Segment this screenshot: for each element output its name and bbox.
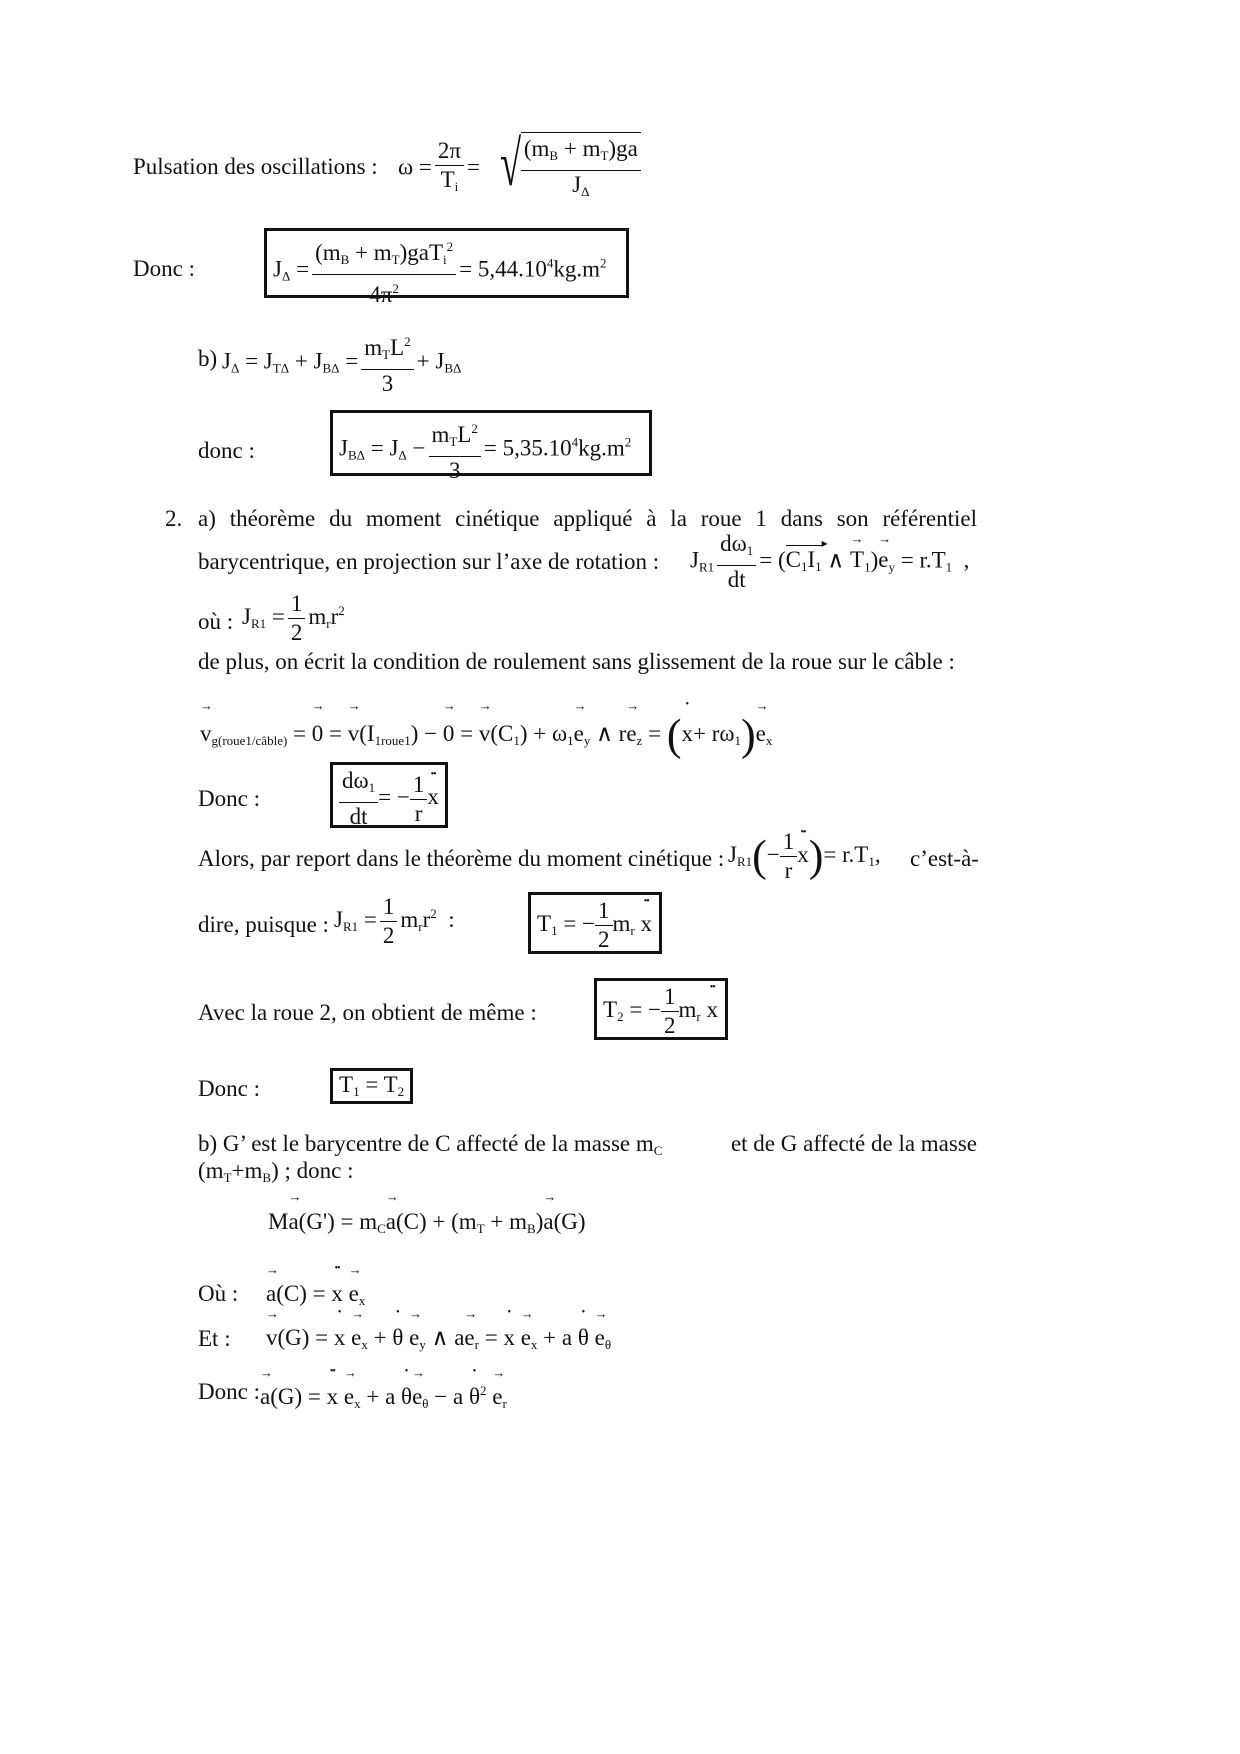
ou-label: où : [198,609,234,634]
t1-boxed-result: $T_1$ = − $\frac{1}{2}$ $m_r$ •• x [528,892,662,954]
alors-equation: $J_{R1}(-$ $\frac{1}{r}$ •• $x)= r.T_1$, [728,828,881,885]
acceleration-c-equation: → a(C) = •• $x \to e_x$ [266,1278,365,1317]
alors-text: Alors, par report dans le théorème du moment cinétique : [198,846,725,871]
donc-label-3: Donc : [198,1076,260,1101]
intro-line-2: barycentrique, en projection sur l’axe de rotation : [198,549,660,574]
moment-theorem-equation: $J_{R1}$ $\frac{d\omega_1}{dt}$ = ($C_1I_1$ ▸ ∧ → $T_1)\to e_y = r.T_1$ , [690,530,969,594]
j-bdelta-value: = 5,35.10 [483,435,572,461]
rolling-condition-equation: → $v_{g(roue1/câble)}$ = → 0 = → $v(I_{1roue1})$ − → 0 = → $v(C_1) + \omega_1\to e_y$ ∧ $r\to e_z$ = (• $x+ r\omega_1)\to e_x$ [200,714,772,761]
et-label: Et : [198,1326,231,1351]
ou2-label: Où : [198,1281,239,1306]
donc-label-1: Donc : [133,256,195,281]
pulsation-equation: ω = $\frac{2\pi}{T_i}$ = √ $\frac{(m_B + m_T)ga}{J_\Delta}$ [398,132,641,206]
roulement-text: de plus, on écrit la condition de roulement sans glissement de la roue sur le câble : [198,649,955,674]
donc-lower-label: donc : [198,438,255,463]
b-line-2: $(m_T+m_B)$ ; donc : [198,1158,354,1185]
intro-line-1: a) théorème du moment cinétique appliqué à la roue 1 dans son référentiel [198,506,977,531]
j-delta-value: = 5,44.10 [459,256,547,282]
roue2-text: Avec la roue 2, on obtient de même : [198,1000,537,1025]
t1-equals-t2-boxed: $T_1 = T_2$ [330,1068,413,1104]
donc-label-2: Donc : [198,786,260,811]
t2-boxed-result: $T_2$ = − $\frac{1}{2}$ $m_r$ •• x [594,978,728,1040]
velocity-g-equation: → v(G) = • $x \to e_x$ + • $\theta \to e_y$ ∧ $a\to e_r$ = • $x \to e_x + a$ • $\theta \to e_\theta$ [266,1322,611,1361]
b-label: b) [198,346,218,371]
domega-boxed-result: $\frac{d\omega_1}{dt}$ = − $\frac{1}{r}$ •• x [330,762,448,828]
cest-a-text: c’est-à- [910,846,979,871]
b-line-1: b) G’ est le barycentre de C affecté de la masse $m_C$ et de G affecté de la masse [198,1131,977,1158]
acceleration-g-equation: → a(G) = •• $x \to e_x + a$ • $\theta\to e_\theta - a$ • $\theta^2 \to e_r$ [260,1375,507,1420]
jr1-recall: $J_{R1}$ = $\frac{1}{2}$ $m_rr^2$ : [334,894,455,948]
j-bdelta-boxed-result: $J_{B\Delta} = J_\Delta$ − $\frac{m_TL^2}{3}$ = $5,35.10^4kg.m^2$ [330,410,652,476]
jr1-definition: $J_{R1}$ = $\frac{1}{2}$ $m_rr^2$ [242,591,345,645]
j-delta-boxed-result: $J_\Delta$ = $\frac{(m_B + m_T)gaT_i^2}{4\pi^2}$ = $5,44.10^4kg.m^2$ [264,228,629,298]
pulsation-label: Pulsation des oscillations : [133,154,378,179]
dire-text: dire, puisque : [198,912,329,937]
item-number-2: 2. [165,506,183,531]
donc-final-label: Donc : [198,1379,260,1404]
j-delta-decomposition: $J_\Delta = J_{T\Delta} + J_{B\Delta}$ = $\frac{m_TL^2}{3}$ + $J_{B\Delta}$ [222,328,461,398]
barycentre-equation: $M\to a(G') = m_C\to a(C) + (m_T + m_B)\to a(G)$ [268,1205,586,1246]
